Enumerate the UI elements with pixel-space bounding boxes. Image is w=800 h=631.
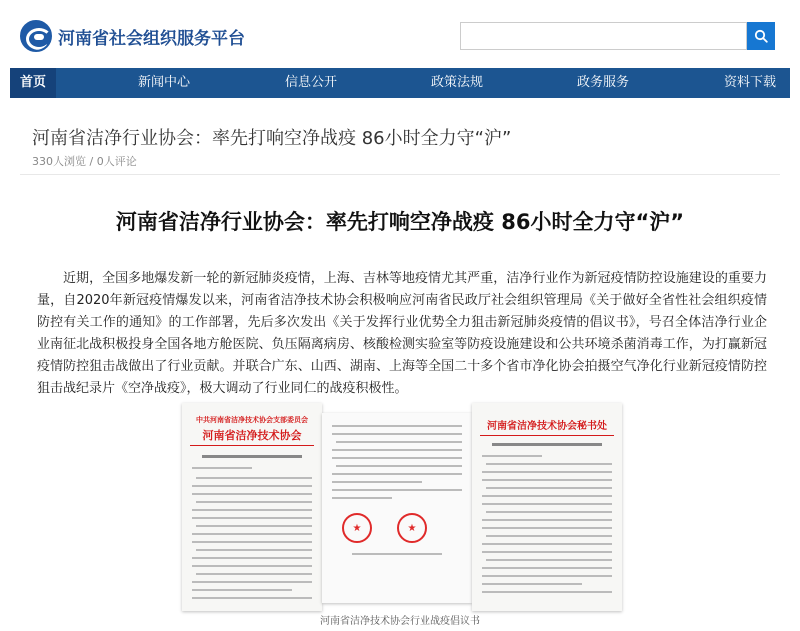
- search-input[interactable]: [460, 22, 747, 50]
- search-button[interactable]: [747, 22, 775, 50]
- site-emblem-icon: [20, 20, 52, 52]
- site-title: 河南省社会组织服务平台: [58, 28, 245, 49]
- doc1-red-rule: [190, 445, 314, 446]
- article-title: 河南省洁净行业协会：率先打响空净战疫 86小时全力守“沪”: [32, 128, 512, 149]
- image-caption: 河南省洁净技术协会行业战疫倡议书: [320, 616, 480, 627]
- doc3-red-rule: [480, 435, 614, 436]
- doc2-seal-right-icon: ★: [397, 513, 427, 543]
- article-headline: 河南省洁净行业协会：率先打响空净战疫 86小时全力守“沪”: [115, 210, 685, 234]
- document-page-1: [182, 403, 322, 611]
- nav-downloads[interactable]: 资料下载: [723, 75, 776, 90]
- article-paragraph: 近期，全国多地爆发新一轮的新冠肺炎疫情，上海、吉林等地疫情尤其严重，洁净行业作为新冠疫情防控设施建设的重要力量，自2020年新冠疫情爆发以来，河南省洁净技术协会积极响应河南省民政厅社会组织管理局《关于做好全省性社会组织疫情防控有关工作的通知》的工作部署，先后多次发出《关于发挥行业优势全力狙击新冠肺炎疫情的倡议书》，号召全体洁净行业企业南征北战积极投身全国各地方舱医院、负压隔离病房、核酸检测实验室等防疫设施建设和公共环境杀菌消毒工作，为打赢新冠疫情防控狙击战做出了行业贡献。并联合广东、山西、湖南、上海等全国二十多个省市净化协会拍摄空气净化行业新冠疫情防控狙击战纪录片《空净战疫》，极大调动了行业同仁的战疫积极性。: [37, 271, 767, 396]
- site-header: [0, 0, 800, 68]
- doc2-seal-left-icon: ★: [342, 513, 372, 543]
- comment-count[interactable]: 0人评论: [96, 155, 137, 168]
- doc1-header-party: 中共河南省洁净技术协会支部委员会: [196, 416, 308, 424]
- search-icon: [754, 29, 768, 43]
- article-meta: [32, 153, 137, 169]
- doc3-header: 河南省洁净技术协会秘书处: [487, 421, 607, 432]
- site-logo[interactable]: [20, 20, 245, 52]
- nav-gov-services[interactable]: 政务服务: [576, 75, 629, 90]
- meta-separator: /: [86, 155, 97, 168]
- view-count: 330人浏览: [32, 155, 86, 168]
- nav-info-disclosure[interactable]: 信息公开: [284, 75, 337, 90]
- doc1-header-assoc: 河南省洁净技术协会: [202, 429, 302, 442]
- nav-policies[interactable]: 政策法规: [430, 75, 483, 90]
- nav-news-center[interactable]: 新闻中心: [137, 75, 190, 90]
- article-image: [172, 403, 627, 613]
- title-divider: [20, 174, 780, 175]
- document-page-2: [322, 413, 472, 603]
- article-content: [10, 110, 790, 631]
- main-nav: [10, 68, 790, 98]
- nav-home[interactable]: 首页: [10, 68, 56, 98]
- document-page-3: [472, 403, 622, 611]
